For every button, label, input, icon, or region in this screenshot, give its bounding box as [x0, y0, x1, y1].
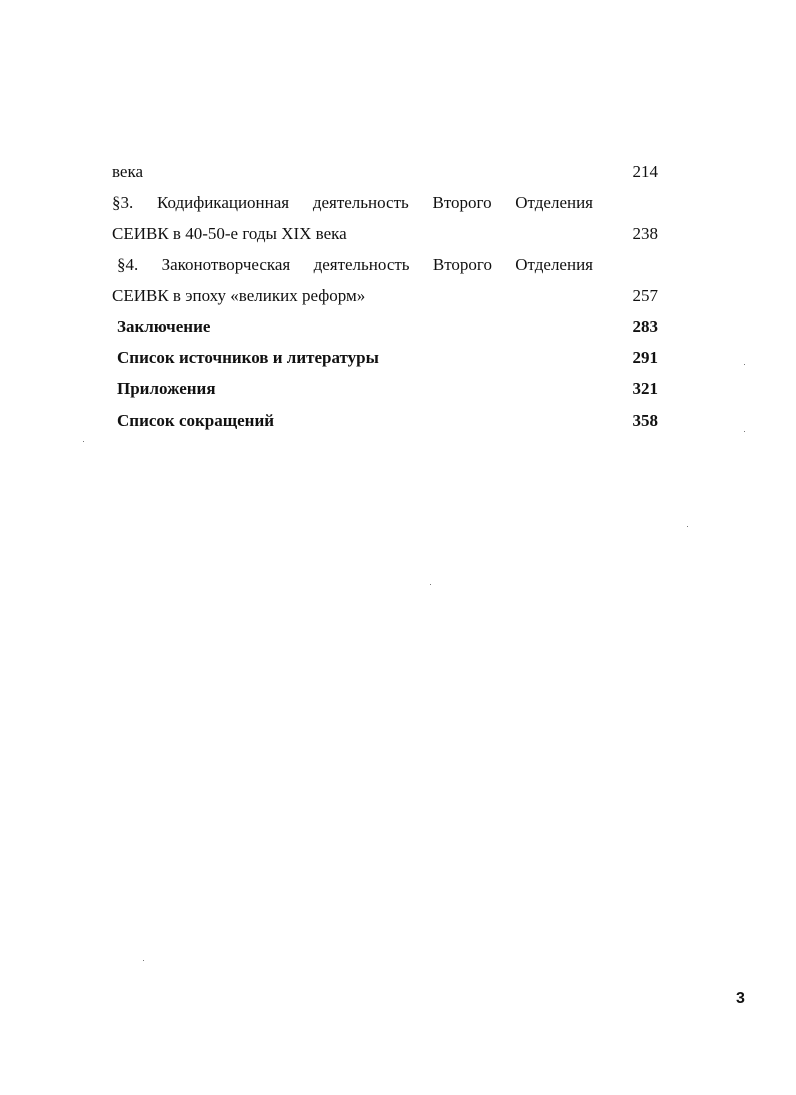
- scan-speck: [687, 526, 688, 527]
- toc-sources: Список источников и литературы: [117, 348, 379, 367]
- toc-abbreviations: Список сокращений: [117, 411, 275, 430]
- toc-sources-page: 291: [632, 348, 658, 367]
- toc-continuation-text: века: [112, 162, 144, 181]
- toc-conclusion-page: 283: [632, 317, 658, 336]
- toc-entry-3-line-1: §3. Кодификационная деятельность Второго Отделения: [112, 193, 593, 212]
- scan-speck: [430, 584, 431, 585]
- scan-speck: [83, 441, 84, 442]
- toc-entry-4-line-2: СЕИВК в эпоху «великих реформ»: [112, 286, 366, 305]
- toc-continuation-page: 214: [632, 162, 658, 181]
- toc-entry-4-page: 257: [632, 286, 658, 305]
- toc-appendix: Приложения: [117, 379, 216, 398]
- scan-speck: [744, 431, 745, 432]
- toc-entry-3-page: 238: [632, 224, 658, 243]
- toc-entry-3-line-2: СЕИВК в 40-50-е годы XIX века: [112, 224, 347, 243]
- scan-speck: [744, 364, 745, 365]
- toc-appendix-page: 321: [632, 379, 658, 398]
- toc-abbreviations-page: 358: [632, 411, 658, 430]
- page-number: 3: [736, 990, 745, 1007]
- toc-entry-4-line-1: §4. Законотворческая деятельность Второго Отделения: [117, 255, 593, 274]
- scan-speck: [143, 960, 144, 961]
- toc-conclusion: Заключение: [117, 317, 211, 336]
